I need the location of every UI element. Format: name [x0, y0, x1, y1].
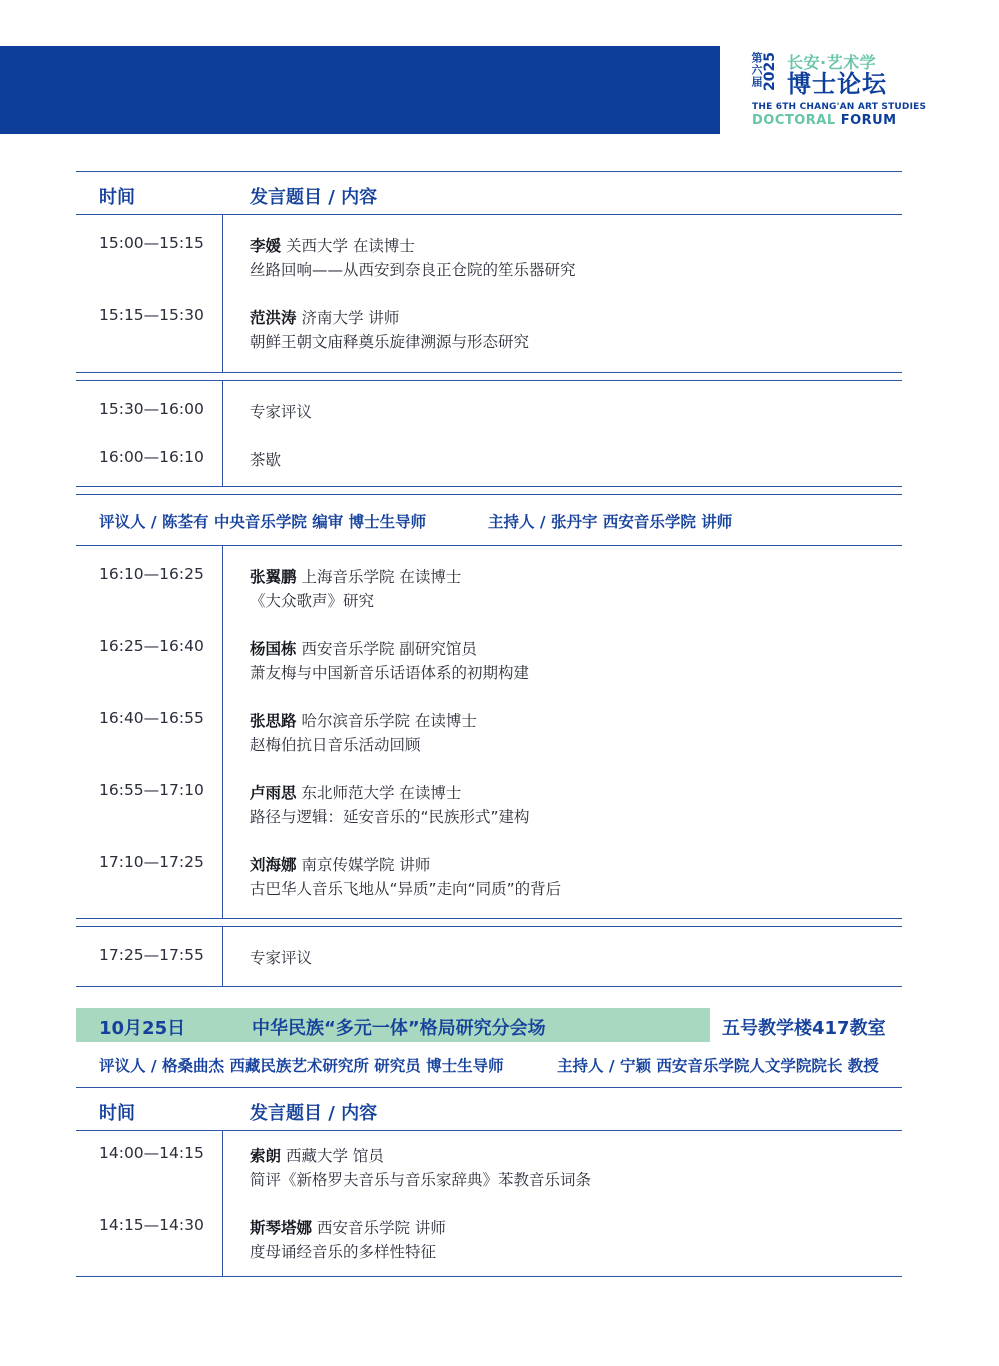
logo-year: 2025 — [762, 52, 778, 91]
column-header-time: 时间 — [99, 1103, 135, 1124]
talk-title: 简评《新格罗夫音乐与音乐家辞典》苯教音乐词条 — [250, 1171, 592, 1189]
speaker-line — [250, 1144, 384, 1166]
table-rule — [76, 214, 902, 215]
speaker-line — [250, 781, 461, 803]
speaker-name: 张翼鹏 — [250, 568, 297, 586]
session-reviewer: 评议人 / 格桑曲杰 西藏民族艺术研究所 研究员 博士生导师 — [99, 1057, 504, 1075]
speaker-name: 杨国栋 — [250, 640, 297, 658]
time-slot: 17:25—17:55 — [99, 946, 204, 964]
agenda-item: 专家评议 — [250, 949, 313, 967]
speaker-affiliation: 哈尔滨音乐学院 在读博士 — [296, 712, 477, 730]
column-divider — [222, 1130, 223, 1276]
speaker-affiliation: 东北师范大学 在读博士 — [296, 784, 462, 802]
talk-title: 朝鲜王朝文庙释奠乐旋律溯源与形态研究 — [250, 333, 530, 351]
time-slot: 16:00—16:10 — [99, 448, 204, 466]
table-rule — [76, 372, 902, 373]
column-divider — [222, 380, 223, 486]
session-name: 中华民族“多元一体”格局研究分会场 — [252, 1018, 546, 1039]
table-rule — [76, 1130, 902, 1131]
talk-title: 《大众歌声》研究 — [250, 592, 375, 610]
time-slot: 16:40—16:55 — [99, 709, 204, 727]
speaker-line — [250, 709, 477, 731]
table-rule — [76, 1087, 902, 1088]
session-host: 主持人 / 宁颖 西安音乐学院人文学院院长 教授 — [557, 1057, 879, 1075]
speaker-line — [250, 234, 415, 256]
speaker-affiliation: 南京传媒学院 讲师 — [296, 856, 431, 874]
speaker-line — [250, 306, 399, 328]
speaker-affiliation: 西安音乐学院 讲师 — [312, 1219, 446, 1237]
column-divider — [222, 545, 223, 918]
logo-english-doctoral: DOCTORAL — [752, 113, 841, 128]
logo-sub-title: 长安·艺术学 — [787, 53, 877, 72]
forum-logo — [749, 50, 927, 134]
talk-title: 古巴华人音乐飞地从“异质”走向“同质”的背后 — [250, 880, 562, 898]
table-rule — [76, 1276, 902, 1277]
speaker-affiliation: 关西大学 在读博士 — [281, 237, 415, 255]
table-rule — [76, 545, 902, 546]
speaker-line — [250, 565, 461, 587]
speaker-name: 李媛 — [250, 237, 282, 255]
session-date: 10月25日 — [99, 1018, 186, 1039]
talk-title: 丝路回响——从西安到奈良正仓院的笙乐器研究 — [250, 261, 576, 279]
speaker-name: 张思路 — [250, 712, 297, 730]
time-slot: 14:15—14:30 — [99, 1216, 204, 1234]
time-slot: 15:30—16:00 — [99, 400, 204, 418]
talk-title: 路径与逻辑：延安音乐的“民族形式”建构 — [250, 808, 530, 826]
column-divider — [222, 214, 223, 372]
speaker-name: 刘海娜 — [250, 856, 297, 874]
talk-title: 赵梅伯抗日音乐活动回顾 — [250, 736, 421, 754]
column-header-time: 时间 — [99, 187, 135, 208]
talk-title: 萧友梅与中国新音乐话语体系的初期构建 — [250, 664, 530, 682]
speaker-name: 斯琴塔娜 — [250, 1219, 313, 1237]
speaker-affiliation: 上海音乐学院 在读博士 — [296, 568, 462, 586]
time-slot: 16:25—16:40 — [99, 637, 204, 655]
column-header-content: 发言题目 / 内容 — [250, 1103, 378, 1124]
speaker-line — [250, 1216, 446, 1238]
time-slot: 15:15—15:30 — [99, 306, 204, 324]
logo-english-forum: FORUM — [840, 113, 897, 128]
session-host: 主持人 / 张丹宇 西安音乐学院 讲师 — [488, 513, 733, 531]
agenda-item: 茶歇 — [250, 451, 282, 469]
speaker-name: 索朗 — [250, 1147, 282, 1165]
time-slot: 17:10—17:25 — [99, 853, 204, 871]
logo-main-title: 博士论坛 — [787, 70, 887, 98]
logo-vertical-block — [749, 52, 783, 108]
speaker-affiliation: 济南大学 讲师 — [296, 309, 400, 327]
table-rule — [76, 494, 902, 495]
time-slot: 16:55—17:10 — [99, 781, 204, 799]
speaker-affiliation: 西安音乐学院 副研究馆员 — [296, 640, 477, 658]
time-slot: 14:00—14:15 — [99, 1144, 204, 1162]
speaker-name: 卢雨思 — [250, 784, 297, 802]
logo-edition: 第六届 — [750, 52, 763, 88]
time-slot: 16:10—16:25 — [99, 565, 204, 583]
table-rule — [76, 486, 902, 487]
table-rule — [76, 986, 902, 987]
time-slot: 15:00—15:15 — [99, 234, 204, 252]
talk-title: 度母诵经音乐的多样性特征 — [250, 1243, 437, 1261]
speaker-affiliation: 西藏大学 馆员 — [281, 1147, 384, 1165]
logo-english-line2 — [752, 113, 897, 128]
table-rule — [76, 918, 902, 919]
table-rule — [76, 926, 902, 927]
speaker-line — [250, 853, 430, 875]
header-band — [0, 46, 720, 134]
column-header-content: 发言题目 / 内容 — [250, 187, 378, 208]
session-venue: 五号教学楼417教室 — [722, 1018, 886, 1039]
column-divider — [222, 926, 223, 986]
speaker-line — [250, 637, 477, 659]
table-rule — [76, 380, 902, 381]
logo-english-line1: THE 6TH CHANG'AN ART STUDIES — [752, 102, 927, 112]
speaker-name: 范洪涛 — [250, 309, 297, 327]
session-reviewer: 评议人 / 陈荃有 中央音乐学院 编审 博士生导师 — [99, 513, 427, 531]
agenda-item: 专家评议 — [250, 403, 313, 421]
table-rule — [76, 171, 902, 172]
